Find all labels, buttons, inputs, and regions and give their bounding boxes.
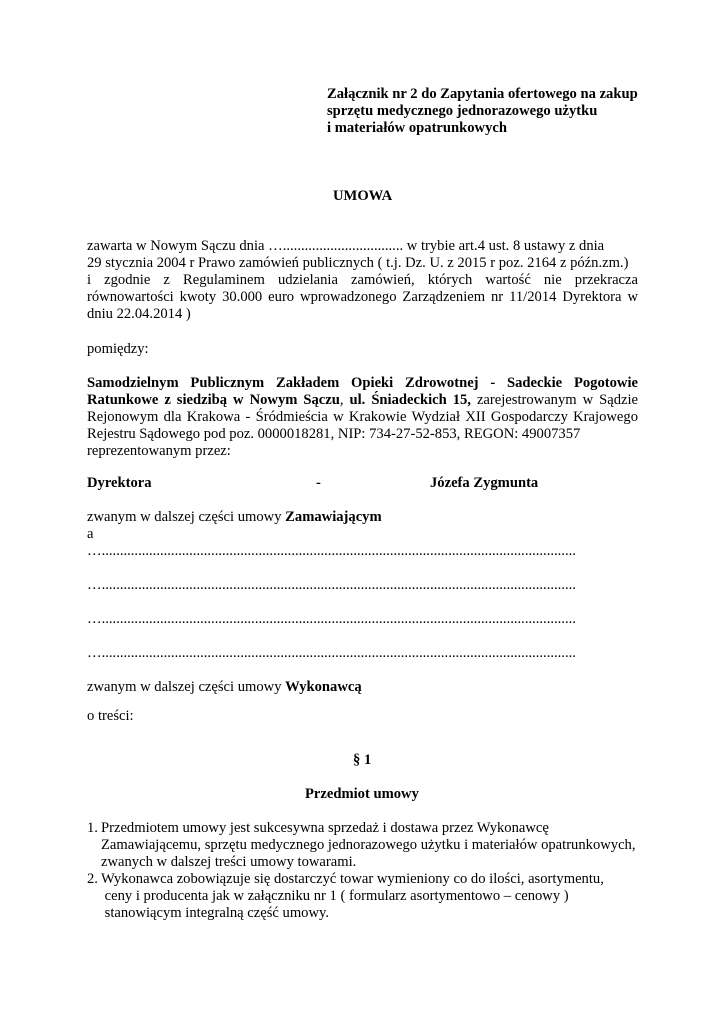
- ordering-party-paragraph: [87, 375, 638, 460]
- list-item-number: 1.: [87, 820, 98, 836]
- list-item-line: zwanych w dalszej treści umowy towarami.: [101, 854, 357, 870]
- intro-line: dniu 22.04.2014 ): [87, 306, 191, 322]
- list-item-line: ceny i producenta jak w załączniku nr 1 ( formularz asortymentowo – cenowy ): [101, 888, 569, 904]
- party-registration-start: zarejestrowanym w Sądzie: [470, 392, 639, 408]
- intro-paragraph: [87, 238, 638, 323]
- list-item-line: Zamawiającemu, sprzętu medycznego jednorazowego użytku i materiałów opatrunkowych,: [101, 837, 636, 853]
- intro-line: i zgodnie z Regulaminem udzielania zamówień, których wartość nie przekracza: [87, 272, 638, 288]
- party-address-line: [87, 392, 638, 409]
- party-name-continued: Ratunkowe z siedzibą w Nowym Sączu: [87, 392, 340, 408]
- attachment-header-line: i materiałów opatrunkowych: [327, 120, 507, 136]
- list-item-number: 2.: [87, 871, 98, 887]
- list-item-line: stanowiącym integralną część umowy.: [101, 905, 330, 921]
- intro-line: 29 stycznia 2004 r Prawo zamówień publicznych ( t.j. Dz. U. z 2015 r poz. 2164 z późn.zm.): [87, 255, 629, 271]
- party-street: ul. Śniadeckich 15,: [349, 392, 471, 408]
- dotted-fill-line: …..................................................................................................................................: [87, 543, 576, 559]
- dotted-fill-line: …..................................................................................................................................: [87, 611, 576, 627]
- designation-term: Wykonawcą: [285, 679, 362, 695]
- intro-line: równowartości kwoty 30.000 euro wprowadzonego Zarządzeniem nr 11/2014 Dyrektora w: [87, 289, 638, 305]
- ordering-party-designation: [87, 509, 382, 526]
- attachment-header-line: Załącznik nr 2 do Zapytania ofertowego na zakup: [327, 86, 638, 102]
- representative-name: Józefa Zygmunta: [430, 475, 539, 491]
- party-name-line: Samodzielnym Publicznym Zakładem Opieki Zdrowotnej - Sadeckie Pogotowie: [87, 375, 638, 391]
- section-heading: Przedmiot umowy: [305, 786, 419, 802]
- list-item-line: Przedmiotem umowy jest sukcesywna sprzedaż i dostawa przez Wykonawcę: [101, 820, 549, 836]
- section-mark: § 1: [353, 752, 372, 768]
- document-title: UMOWA: [333, 188, 393, 204]
- between-label: pomiędzy:: [87, 341, 149, 357]
- dotted-fill-line: …..................................................................................................................................: [87, 577, 576, 593]
- party-represented-line: reprezentowanym przez:: [87, 443, 231, 459]
- list-item: [87, 871, 647, 922]
- contractor-designation: [87, 679, 362, 696]
- list-item: [87, 820, 647, 871]
- party-registry-line: Rejestru Sądowego pod poz. 0000018281, NIP: 734-27-52-853, REGON: 49007357: [87, 426, 581, 442]
- section-items-list: [87, 820, 647, 922]
- attachment-header-line: sprzętu medycznego jednorazowego użytku: [327, 103, 598, 119]
- designation-term: Zamawiającym: [285, 509, 382, 525]
- and-label: a: [87, 526, 94, 542]
- representative-dash: -: [316, 475, 321, 491]
- address-separator: ,: [339, 392, 350, 408]
- party-registration-line: Rejonowym dla Krakowa - Śródmieścia w Krakowie Wydział XII Gospodarczy Krajowego: [87, 409, 638, 425]
- designation-prefix: zwanym w dalszej części umowy: [87, 509, 286, 525]
- intro-line: zawarta w Nowym Sączu dnia …................................. w trybie art.4 ust. 8 ustawy z dnia: [87, 238, 605, 254]
- representative-role: Dyrektora: [87, 475, 152, 491]
- attachment-header: [327, 86, 647, 137]
- designation-prefix: zwanym w dalszej części umowy: [87, 679, 286, 695]
- list-item-line: Wykonawca zobowiązuje się dostarczyć towar wymieniony co do ilości, asortymentu,: [101, 871, 604, 887]
- dotted-fill-line: …..................................................................................................................................: [87, 645, 576, 661]
- of-content-label: o treści:: [87, 708, 134, 724]
